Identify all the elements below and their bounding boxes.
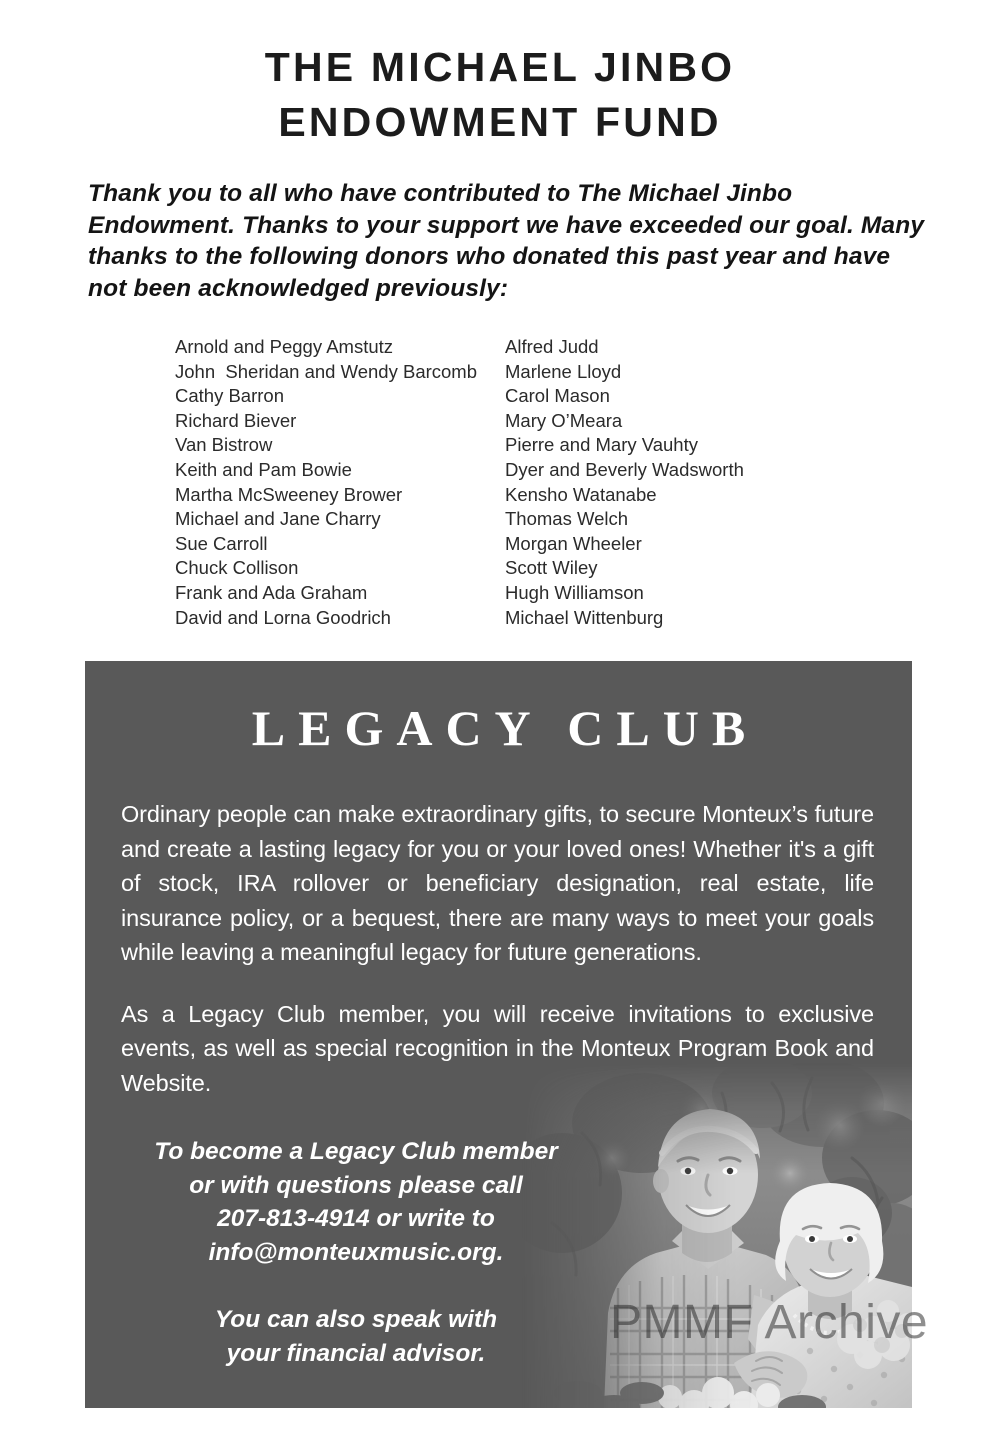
list-item: John Sheridan and Wendy Barcomb: [175, 360, 478, 382]
list-item: Van Bistrow: [175, 434, 273, 456]
page-title-line-1: THE MICHAEL JINBO: [264, 44, 736, 90]
legacy-club-body: [121, 797, 874, 1370]
list-item: Michael Wittenburg: [505, 606, 664, 628]
donor-list: [175, 335, 1000, 630]
list-item: Martha McSweeney Brower: [175, 483, 403, 505]
contact-email[interactable]: info@monteuxmusic.org.: [208, 1238, 504, 1266]
advisor-line-2: your financial advisor.: [226, 1339, 486, 1367]
list-item: Mary O’Meara: [505, 409, 623, 431]
legacy-club-panel: [85, 661, 912, 1408]
list-item: David and Lorna Goodrich: [175, 606, 391, 628]
legacy-paragraph-1: Ordinary people can make extraordinary gifts, to secure Monteux’s future and create a lasting legacy for you or your loved ones! Whether it's a gift of stock, IRA rollover or beneficiary designation, real estate, life insurance policy, or a bequest, there are many ways to meet your goals while leaving a meaningful legacy for future generations.: [121, 801, 874, 965]
list-item: Scott Wiley: [505, 557, 598, 579]
list-item: Michael and Jane Charry: [175, 508, 381, 530]
list-item: Marlene Lloyd: [505, 360, 622, 382]
list-item: Kensho Watanabe: [505, 483, 657, 505]
contact-line-1: To become a Legacy Club member: [154, 1138, 558, 1165]
advisor-block: [121, 1303, 591, 1370]
list-item: Richard Biever: [175, 409, 297, 431]
donor-column-right: [505, 335, 835, 630]
list-item: Thomas Welch: [505, 508, 629, 530]
legacy-club-heading: LEGACY CLUB: [251, 700, 759, 756]
archive-watermark: PMMF Archive: [610, 1296, 929, 1349]
list-item: Hugh Williamson: [505, 581, 644, 603]
list-item: Cathy Barron: [175, 385, 284, 407]
page-title: [0, 0, 1000, 150]
list-item: Arnold and Peggy Amstutz: [175, 336, 394, 357]
contact-line-2: or with questions please call: [189, 1171, 523, 1199]
list-item: Alfred Judd: [505, 336, 599, 357]
legacy-paragraph-2: As a Legacy Club member, you will receive invitations to exclusive events, as well as special recognition in the Monteux Program Book and Website.: [121, 1000, 874, 1096]
contact-block: [121, 1135, 591, 1269]
list-item: Keith and Pam Bowie: [175, 458, 352, 480]
list-item: Pierre and Mary Vauhty: [505, 434, 698, 456]
intro-paragraph: Thank you to all who have contributed to The Michael Jinbo Endowment. Thanks to your support we have exceeded our goal. Many thanks to the following donors who donated this past year and have not been acknowledged previously:: [88, 180, 925, 302]
list-item: Sue Carroll: [175, 532, 268, 554]
page-title-line-2: ENDOWMENT FUND: [278, 99, 722, 145]
list-item: Dyer and Beverly Wadsworth: [505, 458, 744, 480]
donor-column-left: [175, 335, 505, 630]
list-item: Chuck Collison: [175, 557, 299, 579]
contact-phone[interactable]: 207-813-4914 or write to: [217, 1205, 495, 1232]
list-item: Frank and Ada Graham: [175, 581, 368, 603]
list-item: Carol Mason: [505, 385, 610, 407]
advisor-line-1: You can also speak with: [214, 1306, 498, 1333]
list-item: Morgan Wheeler: [505, 532, 642, 554]
